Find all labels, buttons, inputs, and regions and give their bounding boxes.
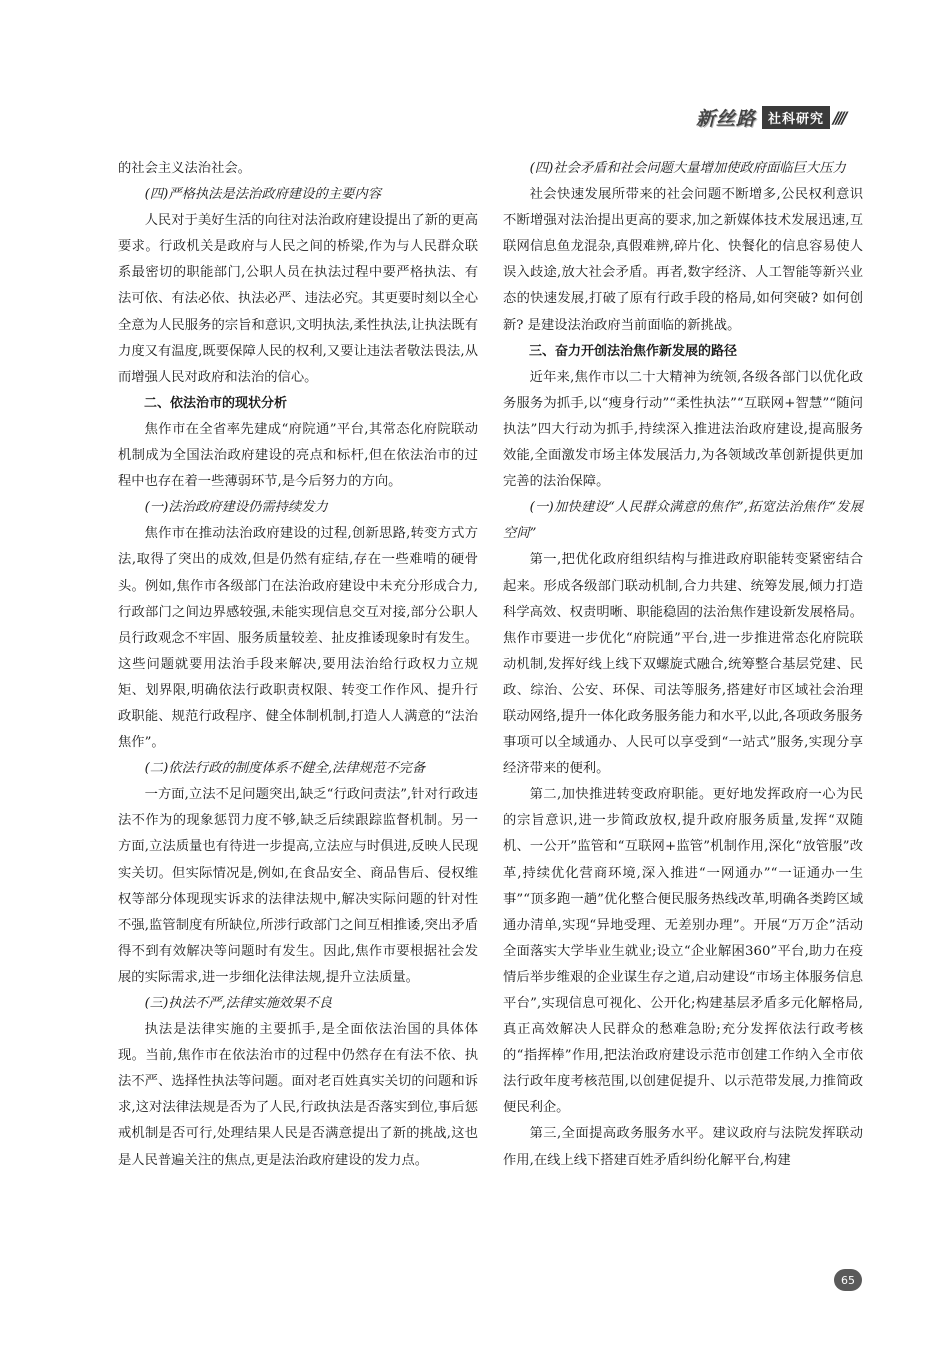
paragraph: 焦作市在全省率先建成“府院通”平台,其常态化府院联动机制成为全国法治政府建设的亮点和标杆,但在依法治市的过程中也存在着一些薄弱环节,是今后努力的方向。 (118, 421, 478, 490)
paragraph: 第一,把优化政府组织结构与推进政府职能转变紧密结合起来。形成各级部门联动机制,合力共建、统筹发展,倾力打造科学高效、权责明晰、职能稳固的法治焦作建设新发展格局。焦作市要进一步优化“府院通”平台,进一步推进常态化府院联动机制,发挥好线上线下双螺旋式融合,统筹整合基层党建、民政、综治、公安、环保、司法等服务,搭建好市区域社会治理联动网络,提升一体化政务服务能力和水平,以此,各项政务服务事项可以全域通办、人民可以享受到“一站式”服务,实现分享经济带来的便利。 (503, 552, 863, 777)
paragraph: 人民对于美好生活的向往对法治政府建设提出了新的更高要求。行政机关是政府与人民之间的桥梁,作为与人民群众联系最密切的职能部门,公职人员在执法过程中要严格执法、有法可依、有法必依、执法必严、违法必究。其更要时刻以全心全意为人民服务的宗旨和意识,文明执法,柔性执法,让执法既有力度又有温度,既要保障人民的权利,又要让违法者敬法畏法,从而增强人民对政府和法治的信心。 (118, 213, 478, 385)
section-heading: 三、奋力开创法治焦作新发展的路径 (529, 343, 738, 359)
paragraph: 执法是法律实施的主要抓手,是全面依法治国的具体体现。当前,焦作市在依法治市的过程中仍然存在有法不依、执法不严、选择性执法等问题。面对老百姓真实关切的问题和诉求,这对法律法规是否为了人民,行政执法是否落实到位,事后惩戒机制是否可行,处理结果人民是否满意提出了新的挑战,这也是人民普遍关注的焦点,更是法治政府建设的发力点。 (118, 1022, 478, 1168)
left-column (118, 156, 478, 1174)
page-number: 65 (834, 1269, 862, 1291)
paragraph: 的社会主义法治社会。 (118, 161, 251, 176)
section-heading: 二、依法治市的现状分析 (144, 395, 288, 411)
journal-logo (696, 103, 866, 131)
paragraph: 第三,全面提高政务服务水平。建议政府与法院发挥联动作用,在线上线下搭建百姓矛盾纠纷化解平台,构建 (503, 1126, 863, 1168)
right-column (503, 156, 863, 1174)
paragraph: 第二,加快推进转变政府职能。更好地发挥政府一心为民的宗旨意识,进一步简政放权,提升政府服务质量,发挥“双随机、一公开”监管和“互联网+监管”机制作用,深化“放管服”改革,持续优化营商环境,深入推进“一网通办”“一证通办一生事”“顶多跑一趟”优化整合便民服务热线改革,明确各类跨区域通办清单,实现“异地受理、无差别办理”。开展“万万企”活动全面落实大学毕业生就业;设立“企业解困360”平台,助力在疫情后举步维艰的企业谋生存之道,启动建设“市场主体服务信息平台”,实现信息可视化、公开化;构建基层矛盾多元化解格局,真正高效解决人民群众的愁难急盼;充分发挥依法行政考核的“指挥棒”作用,把法治政府建设示范市创建工作纳入全市依法行政年度考核范围,以创建促提升、以示范带发展,力推简政便民利企。 (503, 787, 863, 1116)
logo-slashes: //// (833, 107, 845, 127)
subsection-heading: (一)法治政府建设仍需持续发力 (144, 500, 328, 516)
paragraph: 社会快速发展所带来的社会问题不断增多,公民权利意识不断增强对法治提出更高的要求,加之新媒体技术发展迅速,互联网信息鱼龙混杂,真假难辨,碎片化、快餐化的信息容易使人误入歧途,放大社会矛盾。再者,数字经济、人工智能等新兴业态的快速发展,打破了原有行政手段的格局,如何突破? 如何创新? 是建设法治政府当前面临的新挑战。 (503, 187, 863, 333)
paragraph: 焦作市在推动法治政府建设的过程,创新思路,转变方式方法,取得了突出的成效,但是仍然有症结,存在一些难啃的硬骨头。例如,焦作市各级部门在法治政府建设中未充分形成合力,行政部门之间边界感较强,未能实现信息交互对接,部分公职人员行政观念不牢固、服务质量较差、扯皮推诿现象时有发生。这些问题就要用法治手段来解决,要用法治给行政权力立规矩、划界限,明确依法行政职责权限、转变工作作风、提升行政职能、规范行政程序、健全体制机制,打造人人满意的“法治焦作”。 (118, 526, 478, 751)
section-label: 社科研究 (762, 106, 830, 129)
subsection-heading: (一)加快建设“人民群众满意的焦作”,拓宽法治焦作“发展空间” (503, 500, 863, 542)
subsection-heading: (四)严格执法是法治政府建设的主要内容 (144, 187, 382, 203)
logo-text: 新丝路 (696, 107, 757, 130)
paragraph: 一方面,立法不足问题突出,缺乏“行政问责法”,针对行政违法不作为的现象惩罚力度不够,缺乏后续跟踪监督机制。另一方面,立法质量也有待进一步提高,立法应与时俱进,反映人民现实关切。但实际情况是,例如,在食品安全、商品售后、侵权维权等部分体现现实诉求的法律法规中,解决实际问题的针对性不强,监管制度有所缺位,所涉行政部门之间互相推诿,突出矛盾得不到有效解决等问题时有发生。因此,焦作市要根据社会发展的实际需求,进一步细化法律法规,提升立法质量。 (118, 787, 478, 985)
subsection-heading: (三)执法不严,法律实施效果不良 (144, 996, 333, 1011)
paragraph: 近年来,焦作市以二十大精神为统领,各级各部门以优化政务服务为抓手,以“瘦身行动”“柔性执法”“互联网+智慧”“随问执法”四大行动为抓手,持续深入推进法治政府建设,提高服务效能,全面激发市场主体发展活力,为各领域改革创新提供更加完善的法治保障。 (503, 369, 863, 490)
subsection-heading: (四)社会矛盾和社会问题大量增加使政府面临巨大压力 (529, 161, 846, 176)
subsection-heading: (二)依法行政的制度体系不健全,法律规范不完备 (144, 761, 426, 777)
